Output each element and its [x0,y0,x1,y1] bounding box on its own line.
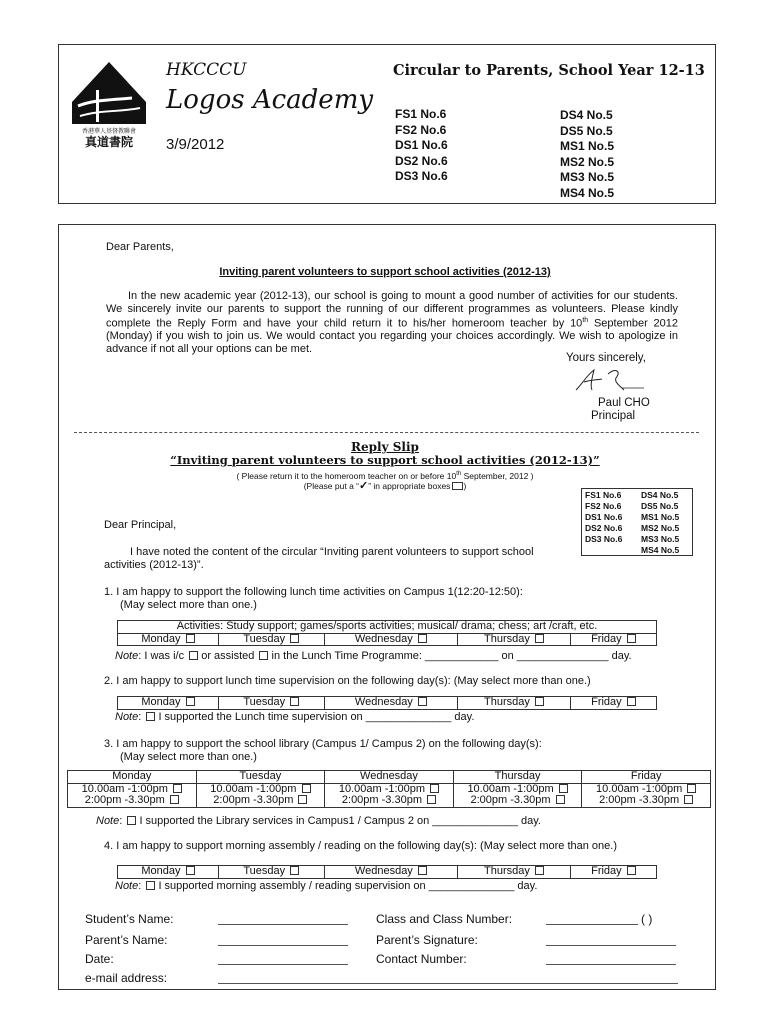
note-text: I supported morning assembly / reading supervision on ______________ day. [158,880,538,892]
checkbox[interactable] [418,866,427,875]
circular-date: 3/9/2012 [166,136,225,153]
q3-table [67,770,711,808]
logo-large-text: 真道書院 [84,135,134,148]
q1-note [115,650,632,663]
parent-signature-field[interactable] [546,945,676,946]
letter-body-sup: th [582,317,589,324]
reply-title: “Inviting parent volunteers to support school activities (2012-13)” [170,453,600,467]
class-item: DS3 No.6 [395,169,448,183]
q3-slot-am[interactable] [196,783,325,807]
letter-subject: Inviting parent volunteers to support school activities (2012-13) [219,266,551,278]
class-item: MS1 No.5 [641,512,680,522]
cut-line [74,432,699,433]
q4-day-wednesday[interactable] [324,866,458,879]
class-item: MS1 No.5 [560,139,615,153]
q3-head-monday: Monday [68,771,197,784]
q3-text: 3. I am happy to support the school library (Campus 1/ Campus 2) on the following day(s): [104,738,542,750]
slot-label: 10.00am -1:00pm [338,782,426,795]
q2-text: 2. I am happy to support lunch time supervision on the following day(s): (May select more than one.) [104,675,591,687]
principal-signature [572,366,646,394]
day-label: Wednesday [354,696,413,708]
class-item: FS2 No.6 [395,122,447,137]
class-list-right [560,108,614,201]
reply-heading: Reply Slip [351,440,419,454]
checkbox[interactable] [290,697,299,706]
slot-label: 10.00am -1:00pm [210,782,297,795]
q4-day-monday[interactable] [118,866,219,879]
slot-label: 2:00pm -3.30pm [84,794,165,806]
q4-note: Note: I supported morning assembly / reading supervision on ______________ day. [115,880,538,892]
checkbox[interactable] [418,634,427,643]
slot-label: 2:00pm -3.30pm [470,794,551,806]
ic-checkbox[interactable] [189,651,198,660]
signer-title: Principal [591,410,636,422]
note-a: : I was i/c [138,650,185,662]
instruction-2a: (Please put a “ [303,481,359,491]
day-label: Tuesday [243,865,286,877]
school-abbr: HKCCCU [166,60,247,80]
q4-table [117,865,657,879]
q4-day-tuesday[interactable] [219,866,325,879]
class-item: MS4 No.5 [641,545,680,555]
sample-checkbox [452,482,463,490]
day-label: Friday [591,865,622,877]
instruction-2b: ” in appropriate boxes [368,481,451,491]
slot-label: 10.00am -1:00pm [596,782,683,795]
reply-ack: I have noted the content of the circular “Inviting parent volunteers to support school activities (2012-13)”. [104,546,534,571]
q2-table [117,696,657,710]
class-item: DS4 No.5 [560,108,613,122]
instruction-1a: ( Please return it to the homeroom teacher on or before 10 [236,470,457,481]
checkbox[interactable] [427,795,436,804]
q1-day-wednesday[interactable] [324,633,458,646]
school-name: Logos Academy [166,85,374,115]
checkbox[interactable] [290,634,299,643]
slot-label: 2:00pm -3.30pm [213,794,294,806]
checkbox[interactable] [627,697,636,706]
logo-small-text: 香港華人基督教聯會 [81,128,137,135]
day-label: Monday [141,865,181,877]
instruction-1b: September, 2012 ) [461,470,534,481]
note-label: Note [115,650,139,662]
checkbox[interactable] [627,634,636,643]
checkbox[interactable] [186,866,195,875]
q3-sub: (May select more than one.) [120,751,257,763]
q3-head-friday: Friday [582,771,711,784]
letter-body-part2: September 2012 (Monday) if you wish to join us. We would contact you regarding your choices accordingly. We wish to apologize in advance if not all your options can be met. [106,317,679,355]
q4-day-friday[interactable] [570,866,656,879]
class-item: DS3 No.6 [585,534,623,544]
day-label: Monday [141,696,181,708]
slot-label: 2:00pm -3.30pm [599,794,680,806]
checkbox[interactable] [290,866,299,875]
email-field[interactable] [218,983,678,984]
tick-icon: ✓ [359,480,369,492]
note-label: Note [115,880,139,892]
contact-label: Contact Number: [376,952,467,966]
instruction-1sup: th [456,471,462,477]
q4-day-thursday[interactable] [458,866,571,879]
q1-text: 1. I am happy to support the following lunch time activities on Campus 1(12:20-12:50): [104,586,523,598]
checkbox[interactable] [127,816,136,825]
class-item: DS2 No.6 [585,523,623,533]
q3-head-tuesday: Tuesday [196,771,325,784]
q1-day-monday[interactable] [118,633,219,646]
checkbox[interactable] [535,634,544,643]
day-label: Tuesday [243,696,286,708]
class-number-field[interactable] [546,924,638,925]
class-number-paren: ( ) [641,912,653,926]
checkbox[interactable] [298,795,307,804]
q2-day-friday[interactable] [570,697,656,710]
class-list-left [395,107,448,185]
checkbox[interactable] [173,784,182,793]
class-item: FS1 No.6 [585,490,622,500]
checkbox[interactable] [559,784,568,793]
day-label: Tuesday [243,632,286,645]
signer-name: Paul CHO [598,397,650,409]
class-item: DS1 No.6 [585,512,623,522]
slot-label: 2:00pm -3.30pm [341,794,422,806]
q3-head-wednesday: Wednesday [325,771,454,784]
class-item: MS2 No.5 [560,154,615,169]
note-label: Note [115,711,139,723]
checkbox[interactable] [687,784,696,793]
note-text: I supported the Library services in Campus1 / Campus 2 on ______________ day. [139,815,541,827]
class-item: DS1 No.6 [395,138,448,152]
q3-slot-am[interactable] [68,783,197,807]
checkbox[interactable] [146,712,155,721]
school-logo [70,60,148,148]
reply-class-right [641,490,679,556]
day-label: Thursday [483,632,530,645]
note-b: or assisted [201,650,255,662]
checkbox[interactable] [418,697,427,706]
day-label: Wednesday [354,632,413,645]
q4-text: 4. I am happy to support morning assembly / reading on the following day(s): (May select more than one.) [104,840,617,852]
q2-day-wednesday[interactable] [324,697,458,710]
class-item: MS3 No.5 [560,170,615,184]
class-item: MS3 No.5 [641,534,680,544]
day-label: Friday [591,632,622,645]
q1-table [117,620,657,646]
class-item: DS2 No.6 [395,153,448,168]
day-label: Friday [591,696,622,708]
q3-slot-am[interactable] [453,783,582,807]
class-item: DS5 No.5 [560,123,613,138]
parent-name-field[interactable] [218,945,348,946]
letter-body-part1: In the new academic year (2012-13), our school is going to mount a good number of activities for our students. We sincerely invite our parents to support the running of our different programmes as volunteers. Please kindly complete the Reply Form and have your child return it to his/her homeroom teacher by 10 [106,290,678,330]
q3-head-thursday: Thursday [453,771,582,784]
q1-day-thursday[interactable] [458,633,571,646]
checkbox[interactable] [186,634,195,643]
checkbox[interactable] [684,795,693,804]
q2-day-thursday[interactable] [458,697,571,710]
q1-activities: Activities: Study support; games/sports activities; musical/ drama; chess; art /craft, etc. [118,621,657,634]
checkbox[interactable] [170,795,179,804]
checkbox[interactable] [430,784,439,793]
q2-day-monday[interactable] [118,697,219,710]
checkbox[interactable] [146,881,155,890]
q2-note: Note: I supported the Lunch time supervision on ______________ day. [115,711,475,723]
q2-day-tuesday[interactable] [219,697,325,710]
date-field[interactable] [218,964,348,965]
q3-slot-am[interactable] [582,783,711,807]
letter-salutation: Dear Parents, [106,241,174,253]
circular-title: Circular to Parents, School Year 12-13 [393,62,705,79]
assisted-checkbox[interactable] [259,651,268,660]
parent-name-label: Parent’s Name: [85,933,168,947]
class-item: MS4 No.5 [560,185,615,200]
checkbox[interactable] [302,784,311,793]
contact-field[interactable] [546,964,676,965]
class-item: DS5 No.5 [641,501,679,511]
date-label: Date: [85,952,114,966]
class-item: FS2 No.6 [585,501,622,511]
student-name-label: Student’s Name: [85,912,174,926]
checkbox[interactable] [186,697,195,706]
note-text: I supported the Lunch time supervision on ______________ day. [158,711,475,723]
q3-note: Note: I supported the Library services in Campus1 / Campus 2 on ______________ day. [96,815,541,827]
note-label: Note [96,815,120,827]
checkbox[interactable] [556,795,565,804]
day-label: Monday [141,632,181,645]
q1-day-friday[interactable] [570,633,656,646]
student-name-field[interactable] [218,924,348,925]
letter-body [106,290,678,355]
day-label: Thursday [484,865,530,877]
class-number-label: Class and Class Number: [376,912,513,926]
email-label: e-mail address: [85,971,168,985]
slot-label: 10.00am -1:00pm [467,782,554,795]
slot-label: 10.00am -1:00pm [81,782,168,795]
q1-sub: (May select more than one.) [120,599,257,611]
q3-slot-am[interactable] [325,783,454,807]
parent-signature-label: Parent’s Signature: [376,933,478,947]
reply-salutation: Dear Principal, [104,519,177,531]
class-item: FS1 No.6 [395,107,447,121]
day-label: Wednesday [354,865,413,877]
day-label: Thursday [484,696,530,708]
q1-day-tuesday[interactable] [218,633,324,646]
note-c: in the Lunch Time Programme: ____________ on _______________ day. [271,650,632,662]
reply-class-left [585,490,622,545]
checkbox[interactable] [535,866,544,875]
class-item: DS4 No.5 [641,490,679,500]
instruction-2c: ) [463,481,467,491]
checkbox[interactable] [535,697,544,706]
letter-closing: Yours sincerely, [566,352,646,364]
checkbox[interactable] [627,866,636,875]
class-item: MS2 No.5 [641,523,680,533]
